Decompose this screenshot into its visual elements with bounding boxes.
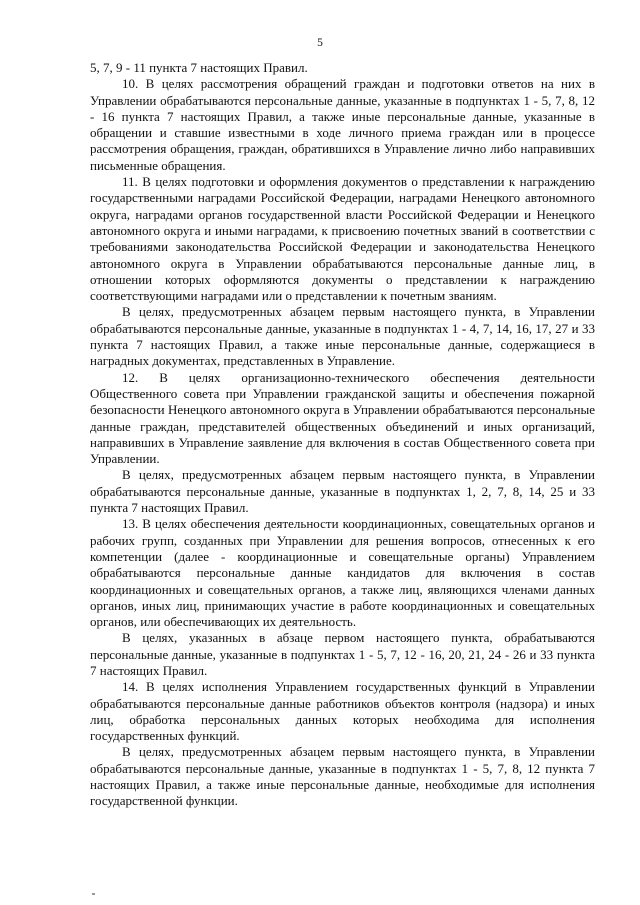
paragraph-item-10: 10. В целях рассмотрения обращений граждан и подготовки ответов на них в Управлении обрабатываются персональные данные, указанные в подпунктах 1 - 5, 7, 8, 12 - 16 пункта 7 настоящих Правил, а также иные персональные данные, указанные в обращении и ставшие известными в ходе личного приема граждан или в процессе рассмотрения обращения, граждан, обратившихся в Управление лично либо направивших письменные обращения. — [90, 76, 595, 173]
paragraph-item-13-purpose: В целях, указанных в абзаце первом настоящего пункта, обрабатываются персональные данные, указанные в подпунктах 1 - 5, 7, 12 - 16, 20, 21, 24 - 26 и 33 пункта 7 настоящих Правил. — [90, 630, 595, 678]
paragraph-item-14: 14. В целях исполнения Управлением государственных функций в Управлении обрабатываются персональные данные работников объектов контроля (надзора) и иных лиц, обработка персональных данных которых необходима для исполнения государственных функций. — [90, 679, 595, 744]
paragraph-continuation: 5, 7, 9 - 11 пункта 7 настоящих Правил. — [90, 60, 308, 75]
scan-artifact — [92, 893, 95, 895]
document-body — [90, 60, 595, 810]
paragraph-item-11: 11. В целях подготовки и оформления документов о представлении к награждению государственными наградами Российской Федерации, наградами Ненецкого автономного округа, наградами органов государственной власти Российской Федерации и Ненецкого автономного округа и иными наградами, к присвоению почетных званий в соответствии с требованиями законодательства Российской Федерации и законодательства Ненецкого автономного округа в Управлении обрабатываются персональные данные лиц, в отношении которых оформляются документы о представлении к награждению соответствующими наградами или о представлении к почетным званиям. — [90, 174, 595, 304]
paragraph-item-14-purpose: В целях, предусмотренных абзацем первым настоящего пункта, в Управлении обрабатываются персональные данные, указанные в подпунктах 1 - 5, 7, 8, 12 пункта 7 настоящих Правил, а также иные персональные данные, необходимые для исполнения государственной функции. — [90, 744, 595, 809]
page-number: 5 — [317, 37, 323, 49]
paragraph-item-11-purpose: В целях, предусмотренных абзацем первым настоящего пункта, в Управлении обрабатываются персональные данные, указанные в подпунктах 1 - 4, 7, 14, 16, 17, 27 и 33 пункта 7 настоящих Правил, а также иные персональные данные, содержащиеся в наградных документах, представленных в Управление. — [90, 304, 595, 369]
paragraph-item-13: 13. В целях обеспечения деятельности координационных, совещательных органов и рабочих групп, созданных при Управлении для решения вопросов, отнесенных к его компетенции (далее - координационные и совещательные органы) Управлением обрабатываются персональные данные кандидатов для включения в состав координационных и совещательных органов, а также лиц, являющихся членами данных органов, иных лиц, принимающих участие в работе координационных и совещательных органов, или обеспечивающих их деятельность. — [90, 516, 595, 630]
paragraph-item-12: 12. В целях организационно-технического обеспечения деятельности Общественного совета при Управлении гражданской защиты и обеспечения пожарной безопасности Ненецкого автономного округа в Управлении обрабатываются персональные данные граждан, представителей общественных объединений и иных организаций, направивших в Управление заявление для включения в состав Общественного совета при Управлении. — [90, 369, 595, 467]
paragraph-item-12-purpose: В целях, предусмотренных абзацем первым настоящего пункта, в Управлении обрабатываются персональные данные, указанные в подпунктах 1, 2, 7, 8, 14, 25 и 33 пункта 7 настоящих Правил. — [90, 467, 595, 516]
